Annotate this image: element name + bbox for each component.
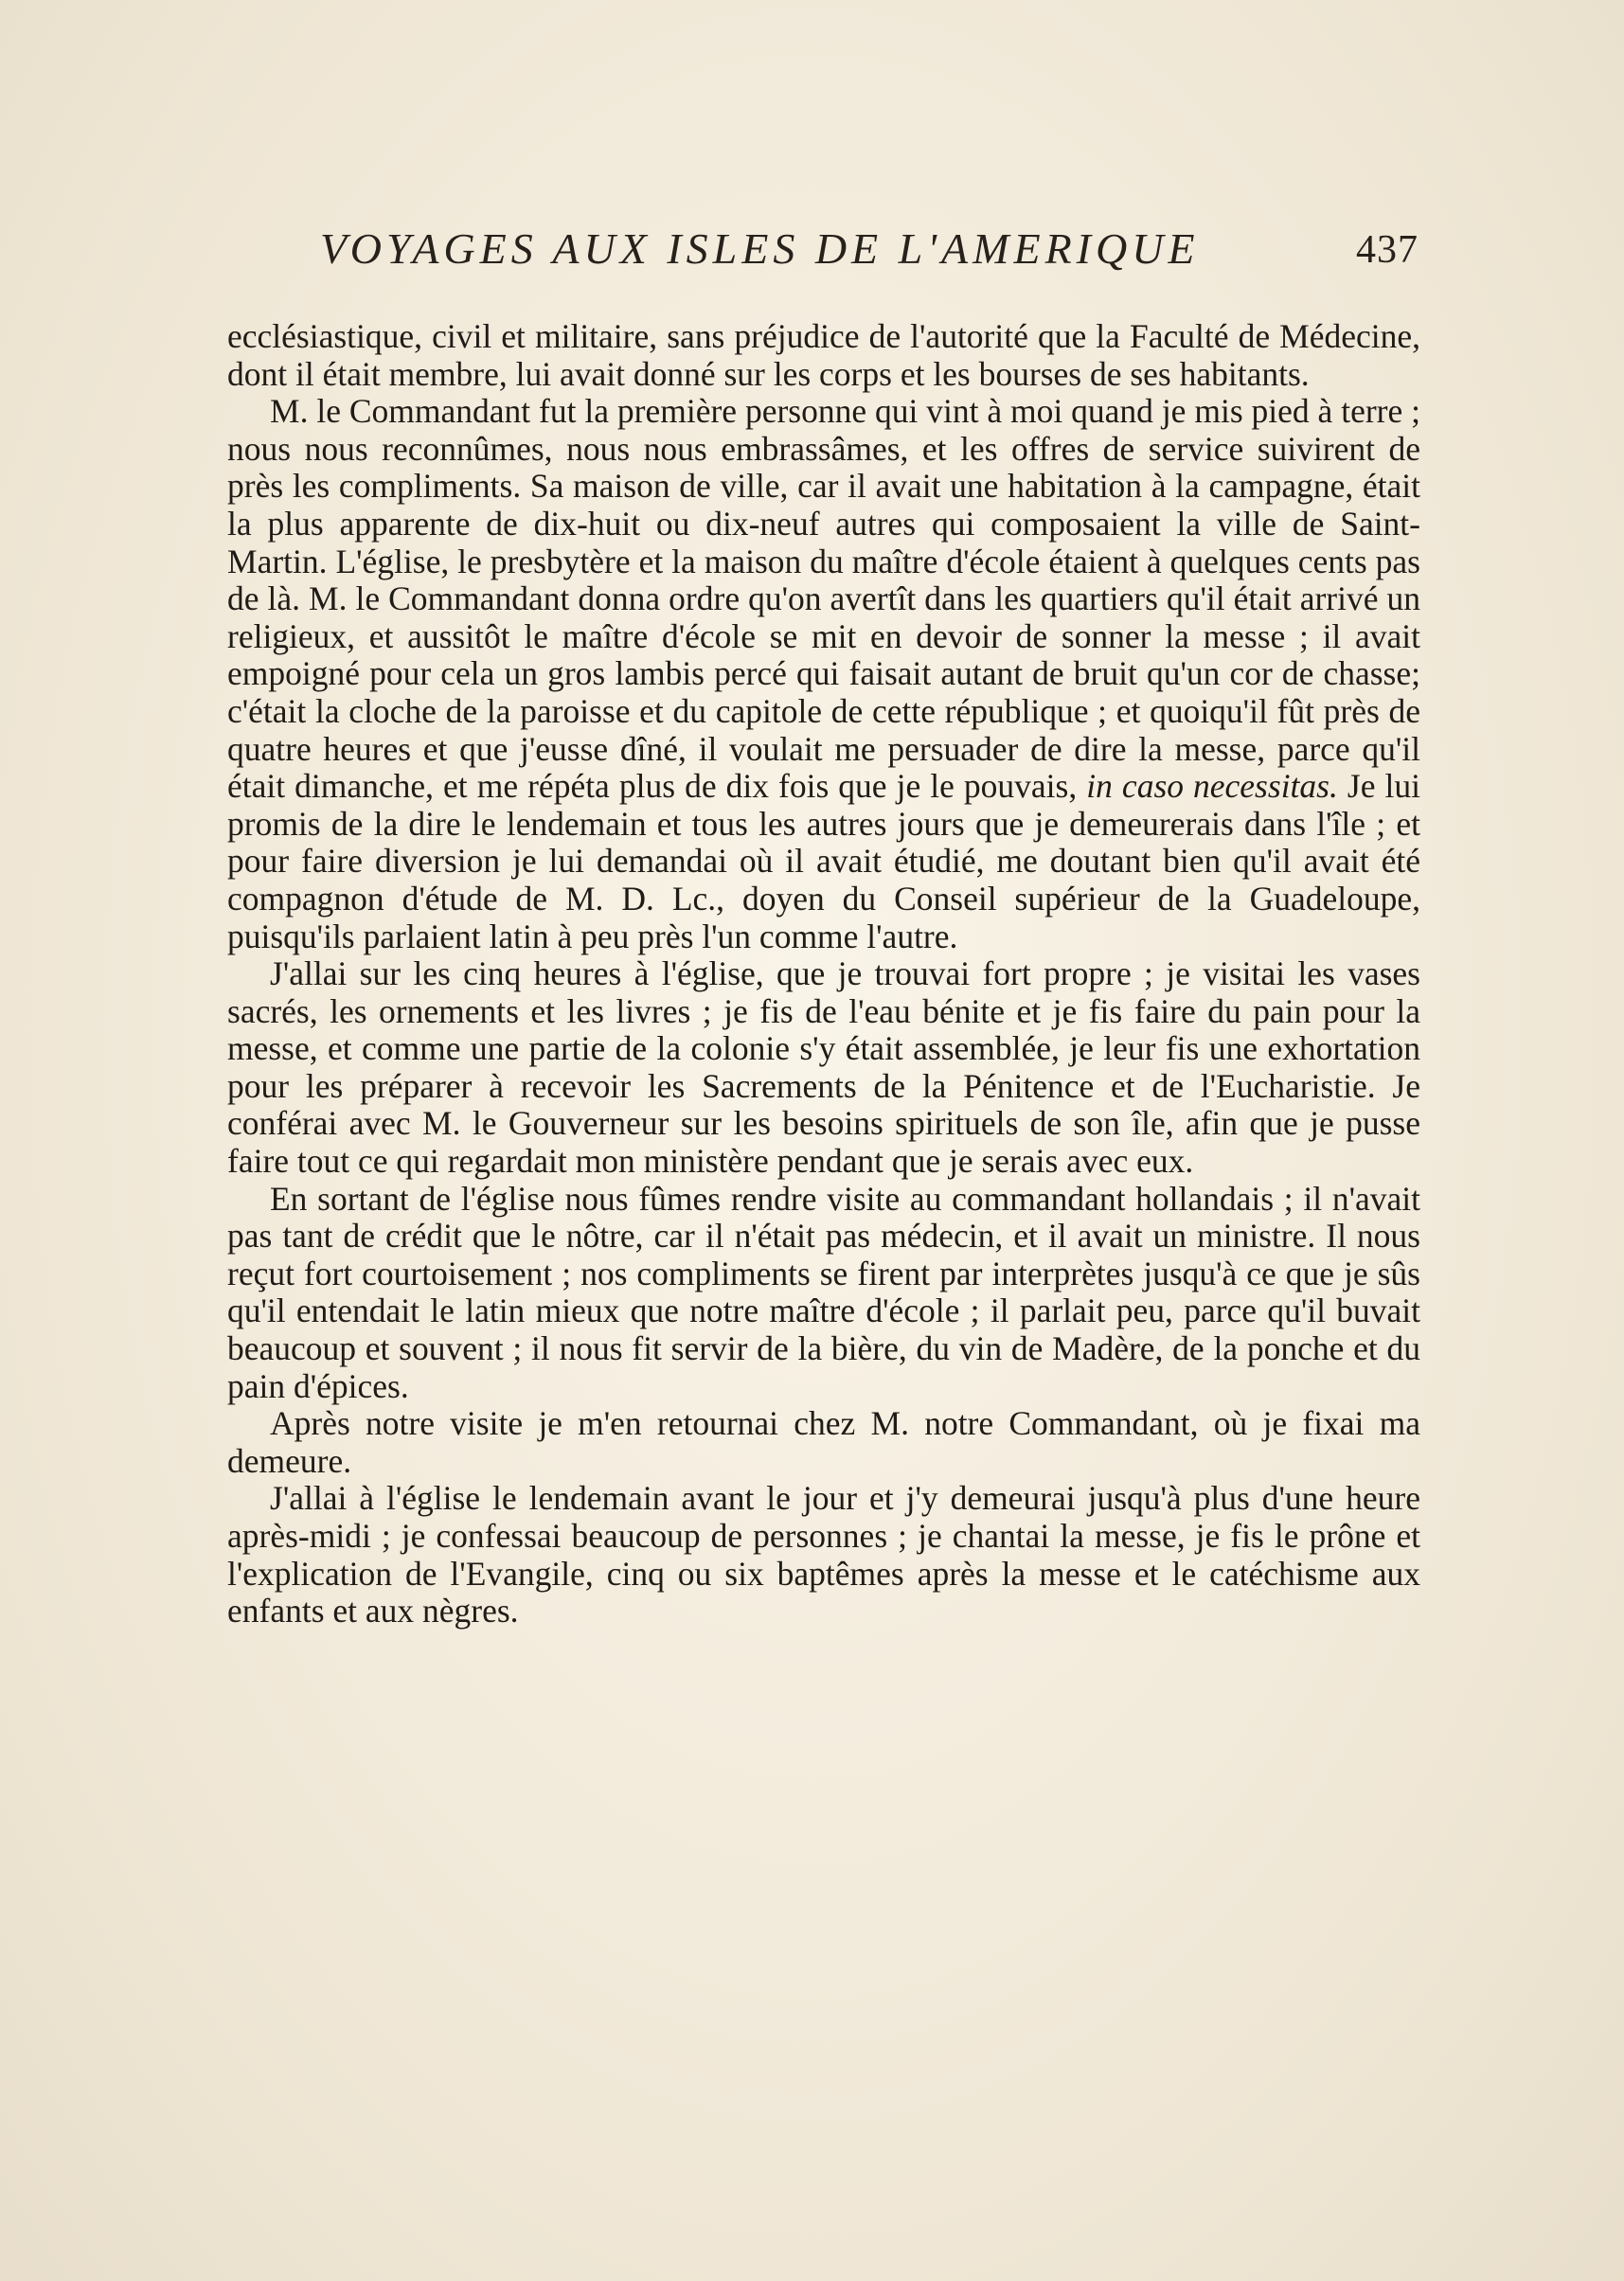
latin-phrase: in caso necessitas. xyxy=(1086,767,1338,806)
paragraph-1: ecclésiastique, civil et militaire, sans préjudice de l'autorité que la Faculté de Médecine, dont il était membre, lui avait donné sur les corps et les bourses de ses habitants. xyxy=(227,317,1420,393)
paragraph-5: Après notre visite je m'en retournai chez M. notre Commandant, où je fixai ma demeure. xyxy=(227,1404,1420,1480)
paragraph-6: J'allai à l'église le lendemain avant le jour et j'y demeurai jusqu'à plus d'une heure après-midi ; je confessai beaucoup de personnes ; je chantai la messe, je fis le prône et l'explication de l'Evangile, cinq ou six baptêmes après la messe et le catéchisme aux enfants et aux nègres. xyxy=(227,1479,1420,1631)
running-title: VOYAGES AUX ISLES DE L'AMERIQUE xyxy=(320,224,1200,273)
paragraph-3: J'allai sur les cinq heures à l'église, que je trouvai fort propre ; je visitai les vases sacrés, les ornements et les livres ; je fis de l'eau bénite et je fis faire du pain pour la messe, et comme une partie de la colonie s'y était assemblée, je leur fis une exhortation pour les préparer à recevoir les Sacrements de la Pénitence et de l'Eucharistie. Je conférai avec M. le Gouverneur sur les besoins spirituels de son île, afin que je pusse faire tout ce qui regardait mon ministère pendant que je serais avec eux. xyxy=(227,954,1420,1181)
paragraph-4: En sortant de l'église nous fûmes rendre visite au commandant hollandais ; il n'avait pas tant de crédit que le nôtre, car il n'était pas médecin, et il avait un ministre. Il nous reçut fort courtoisement ; nos compliments se firent par interprètes jusqu'à ce que je sûs qu'il entendait le latin mieux que notre maître d'école ; il parlait peu, parce qu'il buvait beaucoup et souvent ; il nous fit servir de la bière, du vin de Madère, de la ponche et du pain d'épices. xyxy=(227,1179,1420,1405)
paragraph-2-text-before: M. le Commandant fut la première personne qui vint à moi quand je mis pied à terre ; nous nous reconnûmes, nous nous embrassâmes, et les offres de service suivirent de près les compliments. Sa maison de ville, car il avait une habitation à la campagne, était la plus apparente de dix-huit ou dix-neuf autres qui composaient la ville de Saint-Martin. L'église, le presbytère et la maison du maître d'école étaient à quelques cents pas de là. M. le Commandant donna ordre qu'on avertît dans les quartiers qu'il était arrivé un religieux, et aussitôt le maître d'école se mit en devoir de sonner la messe ; il avait empoigné pour cela un gros lambis percé qui faisait autant de bruit qu'un cor de chasse; c'était la cloche de la paroisse et du capitole de cette république ; et quoiqu'il fût près de quatre heures et que j'eusse dîné, il voulait me persuader de dire la messe, parce qu'il était dimanche, et me répéta plus de dix fois que je le pouvais, xyxy=(227,392,1420,806)
page-number: 437 xyxy=(1356,228,1419,272)
body-text xyxy=(227,318,1420,1631)
paragraph-2-text-after: Je lui promis de la dire le lendemain et tous les autres jours que je demeurerais dans l'île ; et pour faire diversion je lui demandai où il avait étudié, me doutant bien qu'il avait été compagnon d'étude de M. D. Lc., doyen du Conseil supérieur de la Guadeloupe, puisqu'ils parlaient latin à peu près l'un comme l'autre. xyxy=(227,767,1420,955)
paragraph-2 xyxy=(227,393,1420,955)
running-header xyxy=(320,223,1419,290)
